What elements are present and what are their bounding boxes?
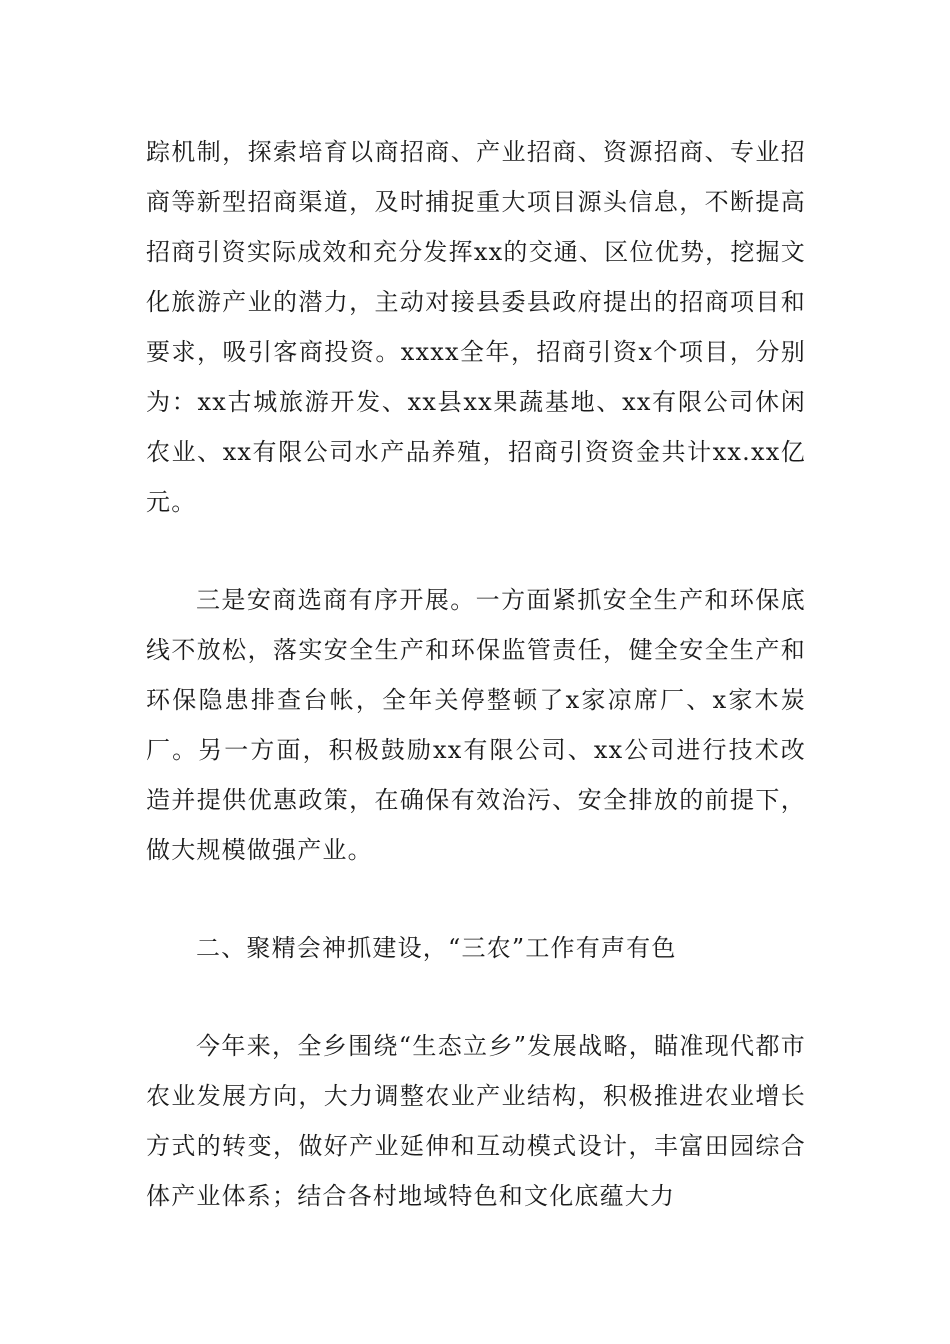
paragraph-spacer	[146, 527, 806, 575]
document-body	[146, 127, 806, 1221]
paragraph-spacer	[146, 973, 806, 1021]
section-heading-agriculture: 二、聚精会神抓建设，“三农”工作有声有色	[196, 934, 677, 962]
paragraph-spacer	[146, 875, 806, 923]
paragraph-investment-attraction: 踪机制，探索培育以商招商、产业招商、资源招商、专业招商等新型招商渠道，及时捕捉重大项目源头信息，不断提高招商引资实际成效和充分发挥xx的交通、区位优势，挖掘文化旅游产业的潜力，主动对接县委县政府提出的招商项目和要求，吸引客商投资。xxxx全年，招商引资x个项目，分别为：xx古城旅游开发、xx县xx果蔬基地、xx有限公司休闲农业、xx有限公司水产品养殖，招商引资资金共计xx.xx亿元。	[146, 138, 806, 516]
paragraph-business-safety: 三是安商选商有序开展。一方面紧抓安全生产和环保底线不放松，落实安全生产和环保监管责任，健全安全生产和环保隐患排查台帐，全年关停整顿了x家凉席厂、x家木炭厂。另一方面，积极鼓励xx有限公司、xx公司进行技术改造并提供优惠政策，在确保有效治污、安全排放的前提下，做大规模做强产业。	[146, 586, 806, 864]
paragraph-agriculture-development: 今年来，全乡围绕“生态立乡”发展战略，瞄准现代都市农业发展方向，大力调整农业产业结构，积极推进农业增长方式的转变，做好产业延伸和互动模式设计，丰富田园综合体产业体系；结合各村地域特色和文化底蕴大力	[146, 1032, 806, 1210]
